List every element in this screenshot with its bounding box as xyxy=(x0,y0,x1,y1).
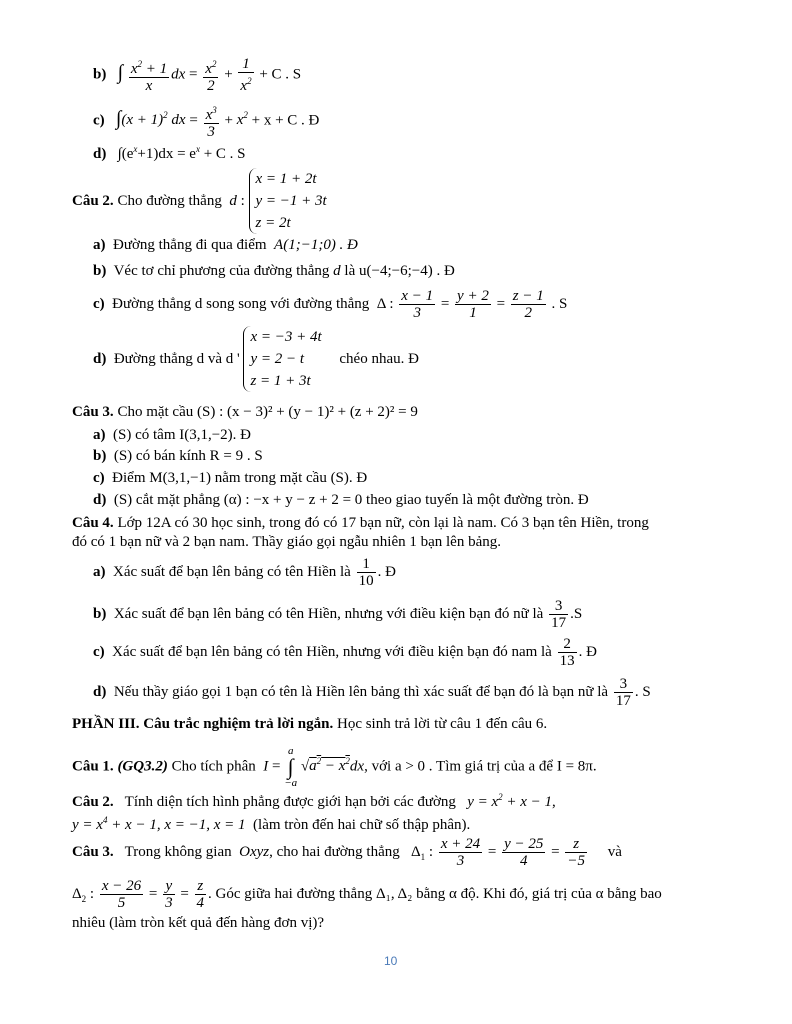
section-title: PHẦN III. Câu trắc nghiệm trả lời ngắn. xyxy=(72,716,334,732)
question-text: , cho hai đường thẳng xyxy=(269,843,400,860)
line-system xyxy=(243,326,321,392)
option-text: Xác suất để bạn lên bảng có tên Hiền, nhưng với điều kiện bạn đó nữ là xyxy=(113,605,544,622)
option-tail: + C . S xyxy=(259,66,302,83)
option-text: Véc tơ chỉ phương của đường thẳng xyxy=(113,263,330,279)
option-text: Nếu thầy giáo gọi 1 bạn có tên là Hiền lên bảng thì xác suất để bạn đó là bạn nữ là xyxy=(113,683,609,700)
option-tail: + x + C . Đ xyxy=(251,112,320,129)
question-text: đó có 1 bạn nữ và 2 bạn nam. Thầy giáo gọi ngẫu nhiên 1 bạn lên bảng. xyxy=(72,534,502,550)
space-name: Oxyz xyxy=(239,843,270,860)
question-text: Cho mặt cầu (S) : (x − 3)² + (y − 1)² + (z + 2)² = 9 xyxy=(117,404,418,420)
short-q3-line2: $\Delta_2$ : $\frac{x - 26}{5}$ = $\frac{y}{3}$ = $\frac{z}{4}$ . Góc giữa hai đường thẳng Δ₁, Δ₂ bằng α độ. Khi đó, giá trị của α bằng bao xyxy=(72,878,662,911)
question-title: Câu 2. xyxy=(72,794,114,810)
q4-text-line2 xyxy=(72,533,501,551)
fraction: $\frac{x^2}{2}$ xyxy=(203,56,218,94)
fraction: $\frac{z}{-5}$ xyxy=(567,836,585,869)
short-q2-line2: $y = x^4 + x - 1$, x = −1, x = 1 (làm tròn đến hai chữ số thập phân). xyxy=(72,815,471,833)
option-text: Đường thẳng d và d ' xyxy=(113,351,240,367)
option-label: b) xyxy=(93,66,107,83)
fraction: $\frac{1}{10}$ xyxy=(358,556,374,589)
system-row: z = 2t xyxy=(255,215,291,231)
q3-option-d: d) (S) cắt mặt phẳng (α) : −x + y − z + 2 = 0 theo giao tuyến là một đường tròn. Đ xyxy=(93,492,589,508)
option-text: Xác suất để bạn lên bảng có tên Hiền là xyxy=(113,563,351,580)
fraction: $\frac{x - 26}{5}$ xyxy=(101,878,142,911)
question-text: Cho tích phân xyxy=(171,758,256,775)
option-end: . S xyxy=(634,683,651,700)
option-text: (S) cắt mặt phẳng (α) : −x + y − z + 2 = 0 theo giao tuyến là một đường tròn. Đ xyxy=(113,492,589,508)
fraction: $\frac{y}{3}$ xyxy=(165,878,173,911)
line-system xyxy=(249,168,327,234)
option-expr: ∫(e xyxy=(117,146,134,162)
page-number: 10 xyxy=(384,954,398,968)
short-q3-line1: Câu 3. Trong không gian Oxyz, cho hai đường thẳng $\Delta_1$ : $\frac{x + 24}{3}$ = $\frac{y - 25}{4}$ = $\frac{z}{-5}$ và xyxy=(72,836,622,869)
q1-option-b: b) ∫ $\frac{x^2 + 1}{x}$ dx = $\frac{x^2}{2}$ + $\frac{1}{x^2}$ + C . S xyxy=(93,56,302,94)
fraction: $\frac{3}{17}$ xyxy=(615,676,631,709)
q2-option-b: b) Véc tơ chỉ phương của đường thẳng d là u(−4;−6;−4) . Đ xyxy=(93,263,455,279)
q2-option-c: c) Đường thẳng d song song với đường thẳng Δ : $\frac{x - 1}{3}$ = $\frac{y + 2}{1}$ = $\frac{z - 1}{2}$ . S xyxy=(93,288,568,321)
system-row: y = −1 + 3t xyxy=(255,193,327,209)
option-end: .S xyxy=(570,605,583,622)
option-end: . S xyxy=(551,295,568,312)
fraction: $\frac{1}{x^2}$ xyxy=(240,56,252,94)
q4-option-d: d) Nếu thầy giáo gọi 1 bạn có tên là Hiền lên bảng thì xác suất để bạn đó là bạn nữ là $\frac{3}{17}$ . S xyxy=(93,676,651,709)
system-row: z = 1 + 3t xyxy=(250,373,311,389)
question-title: Câu 3. xyxy=(72,843,114,860)
short-q1: Câu 1. (GQ3.2) Cho tích phân I = a ∫ −a $√a^2 - x^2dx$, với a > 0 . Tìm giá trị của a để I = 8π. xyxy=(72,745,597,789)
system-row: x = −3 + 4t xyxy=(250,329,322,345)
conjunction: và xyxy=(607,843,622,860)
system-row: x = 1 + 2t xyxy=(255,171,317,187)
option-text: Đường thẳng đi qua điểm xyxy=(113,237,267,253)
option-text: Đường thẳng d song song với đường thẳng xyxy=(112,295,370,312)
q4-option-c: c) Xác suất để bạn lên bảng có tên Hiền, nhưng với điều kiện bạn đó nam là $\frac{2}{13}$ . Đ xyxy=(93,636,597,669)
question-text: (làm tròn đến hai chữ số thập phân). xyxy=(253,817,471,833)
question-title: Câu 2. xyxy=(72,193,114,209)
fraction: $\frac{x^2 + 1}{x}$ xyxy=(129,56,169,94)
fraction: $\frac{z - 1}{2}$ xyxy=(512,288,544,321)
fraction: $\frac{z}{4}$ xyxy=(196,878,205,911)
q2-option-d: d) Đường thẳng d và d ' x = −3 + 4t y = 2 − t z = 1 + 3t chéo nhau. Đ xyxy=(93,326,419,392)
question-rest: , với a > 0 . Tìm giá trị của a để I = 8π. xyxy=(364,758,597,775)
fraction: $\frac{x + 24}{3}$ xyxy=(440,836,481,869)
q4-header xyxy=(72,514,649,532)
q4-option-a: a) Xác suất để bạn lên bảng có tên Hiền là $\frac{1}{10}$ . Đ xyxy=(93,556,396,589)
fraction: $\frac{3}{17}$ xyxy=(551,598,567,631)
q1-option-d: d) $\int(e^x+1)dx = e^x + C$ . S xyxy=(93,144,246,162)
q2-option-a: a) Đường thẳng đi qua điểm A(1;−1;0) . Đ xyxy=(93,237,358,253)
option-end: chéo nhau. Đ xyxy=(339,351,419,367)
option-end: . Đ xyxy=(377,563,396,580)
option-end: . Đ xyxy=(578,643,597,660)
q2-header: Câu 2. Cho đường thẳng d : x = 1 + 2t y = −1 + 3t z = 2t xyxy=(72,168,327,234)
option-label: c) xyxy=(93,112,105,129)
section-text: Học sinh trả lời từ câu 1 đến câu 6. xyxy=(336,716,548,732)
q3-option-b: b) (S) có bán kính R = 9 . S xyxy=(93,448,263,464)
q1-option-c: c) $\int(x + 1)^2$ dx = $\frac{x^3}{3}$ + $x^2 + x + C$ . Đ xyxy=(93,102,319,140)
option-tail: + C . S xyxy=(203,146,246,162)
question-text: Trong không gian xyxy=(124,843,232,860)
question-text: . Góc giữa hai đường thẳng Δ₁, Δ₂ bằng α độ. Khi đó, giá trị của α bằng bao xyxy=(208,885,662,902)
option-text: Điểm M(3,1,−1) nằm trong mặt cầu (S). Đ xyxy=(112,470,368,486)
question-title: Câu 3. xyxy=(72,404,114,420)
question-text: Lớp 12A có 30 học sinh, trong đó có 17 bạn nữ, còn lại là nam. Có 3 bạn tên Hiền, trong xyxy=(117,515,649,531)
q4-option-b: b) Xác suất để bạn lên bảng có tên Hiền, nhưng với điều kiện bạn đó nữ là $\frac{3}{17}$ .S xyxy=(93,598,583,631)
option-value: là u(−4;−6;−4) . Đ xyxy=(344,263,455,279)
option-label: d) xyxy=(93,146,107,162)
option-text: Xác suất để bạn lên bảng có tên Hiền, nhưng với điều kiện bạn đó nam là xyxy=(112,643,552,660)
part3-header xyxy=(72,715,547,733)
fraction: $\frac{y + 2}{1}$ xyxy=(457,288,489,321)
q3-header xyxy=(72,403,418,421)
question-text: Cho đường thẳng xyxy=(117,193,222,209)
q3-option-a: a) (S) có tâm I(3,1,−2). Đ xyxy=(93,427,252,443)
question-title: Câu 1. xyxy=(72,758,114,775)
short-q2-line1: Câu 2. Tính diện tích hình phẳng được giới hạn bởi các đường $y = x^2 + x - 1$, xyxy=(72,792,556,810)
q3-option-c: c) Điểm M(3,1,−1) nằm trong mặt cầu (S). Đ xyxy=(93,470,368,486)
fraction: $\frac{y - 25}{4}$ xyxy=(504,836,544,869)
option-mid: +1)dx = e xyxy=(137,146,196,162)
question-title: Câu 4. xyxy=(72,515,114,531)
option-text: (S) có bán kính R = 9 . S xyxy=(113,448,263,464)
short-q3-line3 xyxy=(72,914,324,932)
question-code: (GQ3.2) xyxy=(117,758,168,775)
integral-sign: a ∫ −a xyxy=(284,745,298,789)
question-text: nhiêu (làm tròn kết quả đến hàng đơn vị)? xyxy=(72,915,325,931)
system-row: y = 2 − t xyxy=(250,351,305,367)
question-text: Tính diện tích hình phẳng được giới hạn bởi các đường xyxy=(124,794,456,810)
option-value: A(1;−1;0) . Đ xyxy=(274,237,358,253)
option-text: (S) có tâm I(3,1,−2). Đ xyxy=(113,427,252,443)
fraction: $\frac{x - 1}{3}$ xyxy=(401,288,434,321)
fraction: $\frac{2}{13}$ xyxy=(559,636,575,669)
fraction: $\frac{x^3}{3}$ xyxy=(204,102,219,140)
